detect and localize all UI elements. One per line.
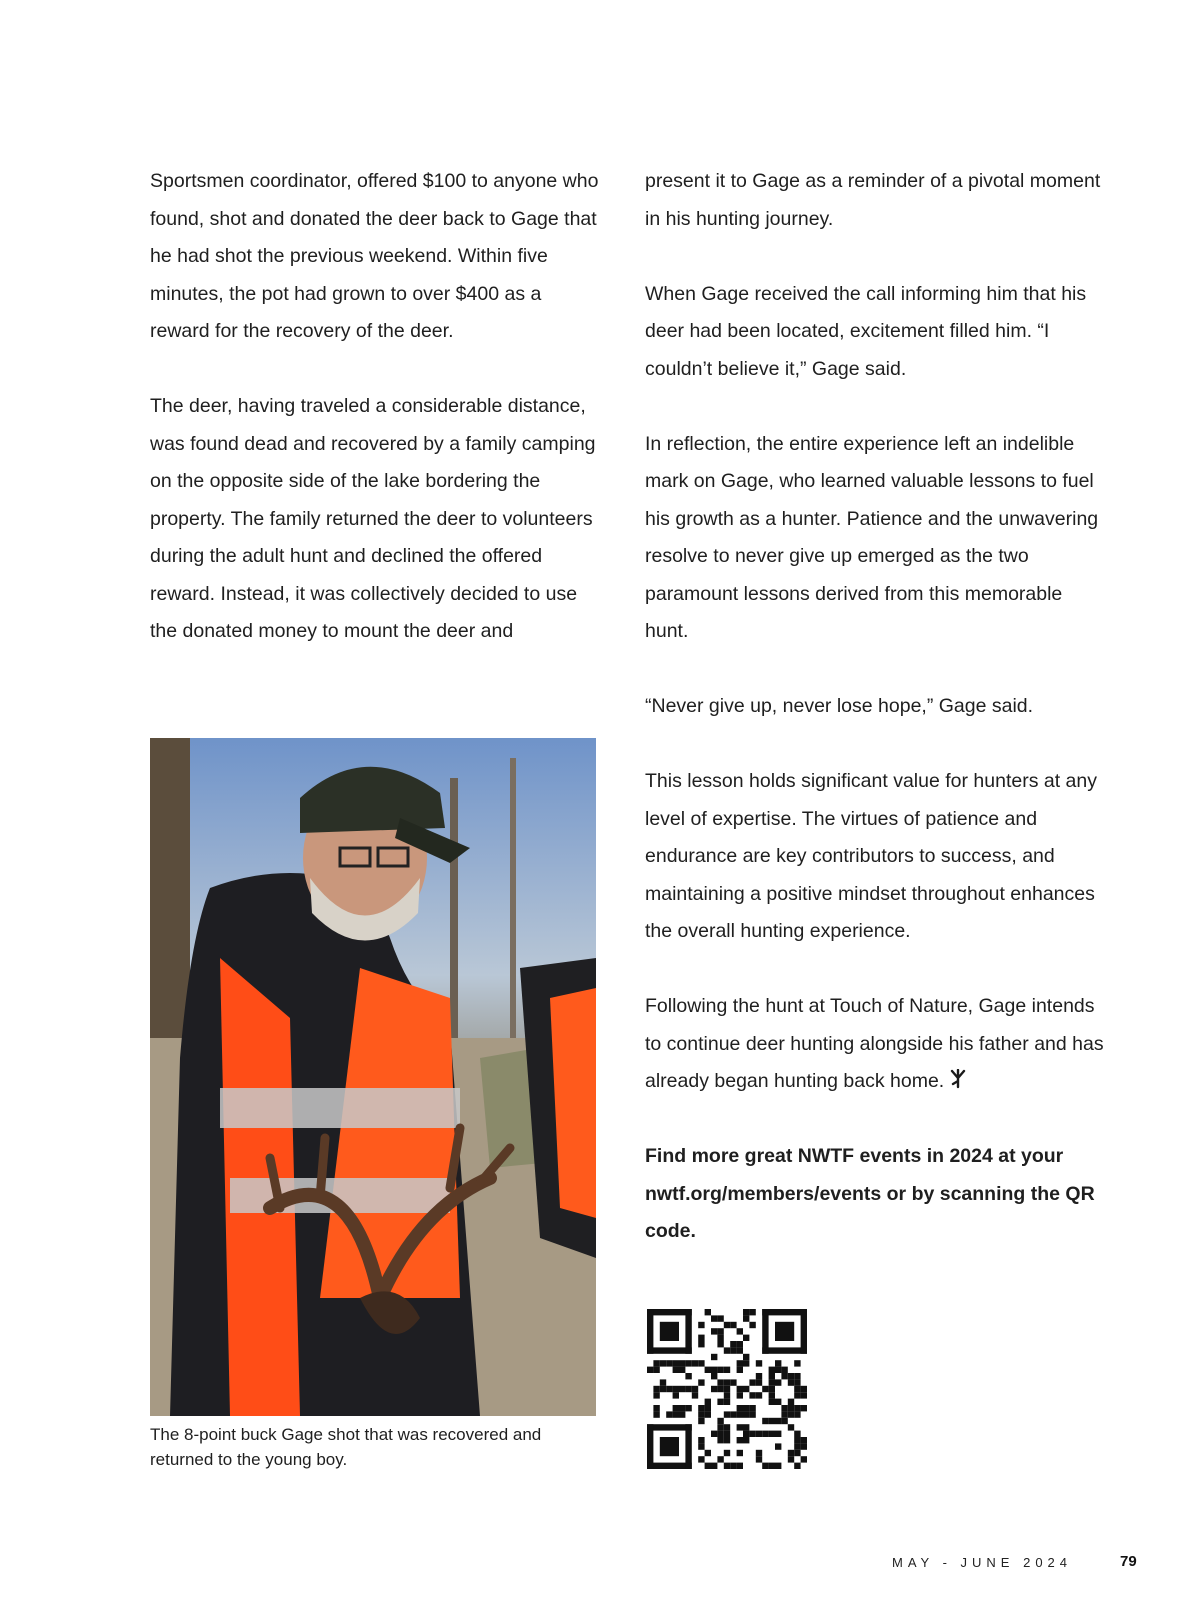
article-photo [150,738,596,1416]
left-column [150,163,600,688]
turkey-track-icon [948,1065,968,1085]
body-paragraph: present it to Gage as a reminder of a pivotal moment in his hunting journey. [645,170,1101,230]
body-paragraph: Sportsmen coordinator, offered $100 to anyone who found, shot and donated the deer back to Gage that he had shot the previous weekend. Within five minutes, the pot had grown to over $400 as a reward for the recovery of the deer. [150,170,599,342]
body-paragraph-final [645,988,1105,1101]
page-number: 79 [1120,1553,1137,1570]
body-paragraph: The deer, having traveled a considerable distance, was found dead and recovered by a family camping on the opposite side of the lake bordering the property. The family returned the deer to volunteers during the adult hunt and declined the offered reward. Instead, it was collectively decided to use the donated money to mount the deer and [150,395,596,642]
photo-caption: The 8-point buck Gage shot that was recovered and returned to the young boy. [150,1425,542,1469]
body-paragraph: In reflection, the entire experience left an indelible mark on Gage, who learned valuable lessons to fuel his growth as a hunter. Patience and the unwavering resolve to never give up emerged as the two paramount lessons derived from this memorable hunt. [645,432,1099,642]
footer-issue-date: MAY - JUNE 2024 [892,1555,1073,1570]
body-paragraph: This lesson holds significant value for hunters at any level of expertise. The virtues of patience and endurance are key contributors to success, and maintaining a positive mindset throughout enhances the overall hunting experience. [645,770,1097,942]
final-paragraph-text: Following the hunt at Touch of Nature, Gage intends to continue deer hunting alongside his father and has already began hunting back home. [645,995,1104,1092]
body-paragraph: When Gage received the call informing him that his deer had been located, excitement filled him. “I couldn’t believe it,” Gage said. [645,282,1087,380]
photo-man-with-antlers [150,738,596,1416]
qr-code[interactable] [647,1309,807,1469]
events-callout: Find more great NWTF events in 2024 at your nwtf.org/members/events or by scanning the QR code. [645,1145,1095,1242]
right-column [645,163,1105,1288]
body-paragraph: “Never give up, never lose hope,” Gage said. [645,695,1034,717]
